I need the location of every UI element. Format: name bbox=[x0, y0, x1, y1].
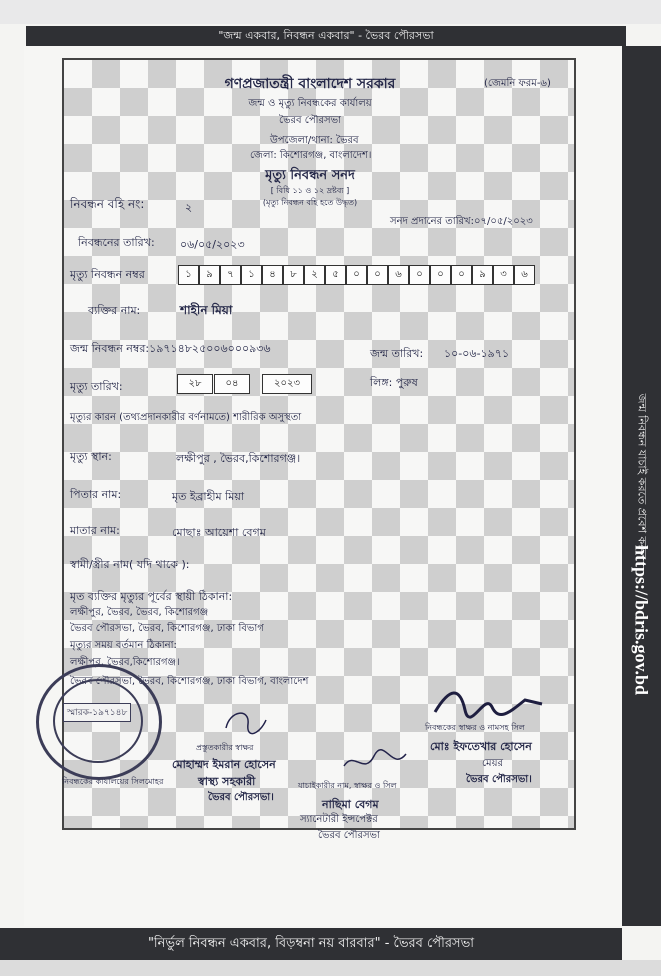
issue-date: সনদ প্রদানের তারিখ:০৭/০৫/২০২৩ bbox=[390, 216, 533, 227]
registration-date-label: নিবন্ধনের তারিখ: bbox=[78, 236, 155, 249]
death-number-digit: ২ bbox=[304, 265, 325, 285]
sex: লিঙ্গ: পুরুষ bbox=[370, 376, 418, 389]
current-address-label: মৃত্যুর সময় বর্তমান ঠিকানা: bbox=[70, 640, 177, 651]
district: জেলা: কিশোরগঞ্জ, বাংলাদেশ। bbox=[250, 150, 372, 161]
preparer-signature-label: প্রস্তুতকারীর স্বাক্ষর bbox=[196, 743, 254, 752]
death-date-label: মৃত্যু তারিখ: bbox=[70, 380, 123, 393]
office-name: জন্ম ও মৃত্যু নিবন্ধকের কার্যালয় bbox=[248, 98, 372, 109]
death-place-label: মৃত্যু স্থান: bbox=[70, 450, 112, 463]
death-number-digit: ০ bbox=[346, 265, 367, 285]
book-number-label: নিবন্ধন বহি নং: bbox=[70, 197, 145, 211]
permanent-address-label: মৃত ব্যক্তির মৃত্যুর পূর্বের স্থায়ী ঠিকানা: bbox=[70, 590, 233, 603]
verifier-title: স্যানেটারী ইন্সপেক্টর bbox=[300, 814, 378, 825]
registration-date-value: ০৬/০৫/২০২৩ bbox=[180, 238, 245, 251]
registrar-title: মেয়র bbox=[482, 758, 504, 769]
footer-strip: "নির্ভুল নিবন্ধন একবার, বিড়ম্বনা নয় বারবার" - ভৈরব পৌরসভা bbox=[0, 928, 622, 960]
death-number-digit: ১ bbox=[178, 265, 199, 285]
death-number-digit: ৯ bbox=[199, 265, 220, 285]
current-address-line1: লক্ষীপুর, ভৈরব,কিশোরগঞ্জ। bbox=[70, 657, 180, 668]
verifier-office: ভৈরব পৌরসভা bbox=[318, 830, 380, 841]
mother-name-value: মোছাঃ আয়েশা বেগম bbox=[172, 526, 266, 539]
header-strip: "জন্ম একবার, নিবন্ধন একবার" - ভৈরব পৌরসভা bbox=[26, 26, 626, 46]
death-number-digit: ০ bbox=[430, 265, 451, 285]
registrar-office: ভৈরব পৌরসভা। bbox=[466, 774, 532, 785]
death-number-digit: ০ bbox=[409, 265, 430, 285]
name-label: ব্যক্তির নাম: bbox=[88, 304, 141, 317]
extract-note: (মৃত্যু নিবন্ধন বহি হতে উদ্ধৃত) bbox=[262, 198, 358, 207]
registrar-name: মোঃ ইফতেখার হোসেন bbox=[430, 740, 532, 753]
rule-reference: [ বিধি ১১ ও ১২ দ্রষ্টব্য ] bbox=[270, 186, 350, 195]
certificate-title: মৃত্যু নিবন্ধন সনদ bbox=[265, 168, 355, 183]
verifier-signature bbox=[340, 746, 410, 780]
office-seal bbox=[36, 664, 162, 780]
birth-date-label: জন্ম তারিখ: bbox=[370, 347, 424, 360]
birth-registration-number: জন্ম নিবন্ধন নম্বর:১৯৭১৪৮২৫০০৬০০০৯৩৬ bbox=[70, 342, 271, 355]
death-number-digit: ৯ bbox=[472, 265, 493, 285]
death-number-boxes bbox=[178, 265, 538, 285]
death-place-value: লক্ষীপুর , ভৈরব,কিশোরগঞ্জ। bbox=[176, 452, 301, 465]
preparer-name: মোহাম্মদ ইমরান হোসেন bbox=[172, 758, 276, 771]
death-number-digit: ৪ bbox=[262, 265, 283, 285]
death-number-digit: ০ bbox=[451, 265, 472, 285]
death-number-digit: ৩ bbox=[493, 265, 514, 285]
name-value: শাহীন মিয়া bbox=[180, 303, 233, 317]
side-verify-text: জন্ম নিবন্ধন যাচাই করতে প্রবেশ করুন : bbox=[635, 393, 649, 567]
death-number-digit: ৭ bbox=[220, 265, 241, 285]
death-number-label: মৃত্যু নিবন্ধন নম্বর bbox=[70, 268, 145, 281]
death-date-month: ০৪ bbox=[214, 374, 250, 394]
top-background bbox=[0, 0, 661, 24]
preparer-office: ভৈরব পৌরসভা। bbox=[208, 792, 274, 803]
death-number-digit: ১ bbox=[241, 265, 262, 285]
government-title: গণপ্রজাতন্ত্রী বাংলাদেশ সরকার bbox=[224, 76, 396, 92]
current-address-line2: ভৈরব পৌরসভা, ভৈরব, কিশোরগঞ্জ, ঢাকা বিভাগ, বাংলাদেশ bbox=[70, 676, 309, 687]
book-number-value: ২ bbox=[185, 201, 193, 214]
office-seal-text: স্মারক-১৯৭১৪৮ bbox=[63, 703, 131, 722]
registrar-signature-label: নিবন্ধকের স্বাক্ষর ও নামসহ সিল bbox=[425, 723, 525, 732]
municipality-name: ভৈরব পৌরসভা bbox=[279, 115, 341, 126]
preparer-title: স্বাস্থ্য সহকারী bbox=[198, 775, 256, 788]
death-number-digit: ৬ bbox=[388, 265, 409, 285]
verifier-name: নাছিমা বেগম bbox=[322, 798, 379, 811]
office-seal-label: নিবন্ধকের কার্যালয়ের সিলমোহর bbox=[62, 777, 164, 786]
death-date-day: ২৮ bbox=[177, 374, 213, 394]
father-name-label: পিতার নাম: bbox=[70, 488, 122, 501]
mother-name-label: মাতার নাম: bbox=[70, 524, 120, 537]
death-number-digit: ০ bbox=[367, 265, 388, 285]
bottom-background bbox=[0, 960, 661, 976]
preparer-signature bbox=[220, 700, 270, 740]
registrar-signature bbox=[430, 682, 550, 722]
birth-date-value: ১০-০৬-১৯৭১ bbox=[444, 347, 510, 360]
death-number-digit: ৮ bbox=[283, 265, 304, 285]
spouse-name-label: স্বামী/স্ত্রীর নাম( যদি থাকে ): bbox=[70, 558, 190, 571]
death-number-digit: ৬ bbox=[514, 265, 535, 285]
father-name-value: মৃত ইব্রাহীম মিয়া bbox=[172, 490, 245, 503]
permanent-address-line1: লক্ষীপুর, ভৈরব, ভৈরব, কিশোরগঞ্জ bbox=[70, 607, 209, 618]
form-number: (জেমনি ফরম-৬) bbox=[484, 78, 551, 89]
death-date-year: ২০২৩ bbox=[262, 374, 312, 394]
death-number-digit: ৫ bbox=[325, 265, 346, 285]
side-url: https://bdris.gov.bd bbox=[631, 544, 652, 696]
permanent-address-line2: ভৈরব পৌরসভা, ভৈরব, কিশোরগঞ্জ, ঢাকা বিভাগ bbox=[70, 623, 264, 634]
verifier-label: যাচাইকারীর নাম, স্বাক্ষর ও সিল bbox=[298, 781, 397, 790]
death-cause: মৃত্যুর কারন (তথ্যপ্রদানকারীর বর্ণনামতে) শারীরিক অসুস্থতা bbox=[70, 412, 302, 423]
upazila: উপজেলা/থানা: ভৈরব bbox=[270, 135, 359, 146]
